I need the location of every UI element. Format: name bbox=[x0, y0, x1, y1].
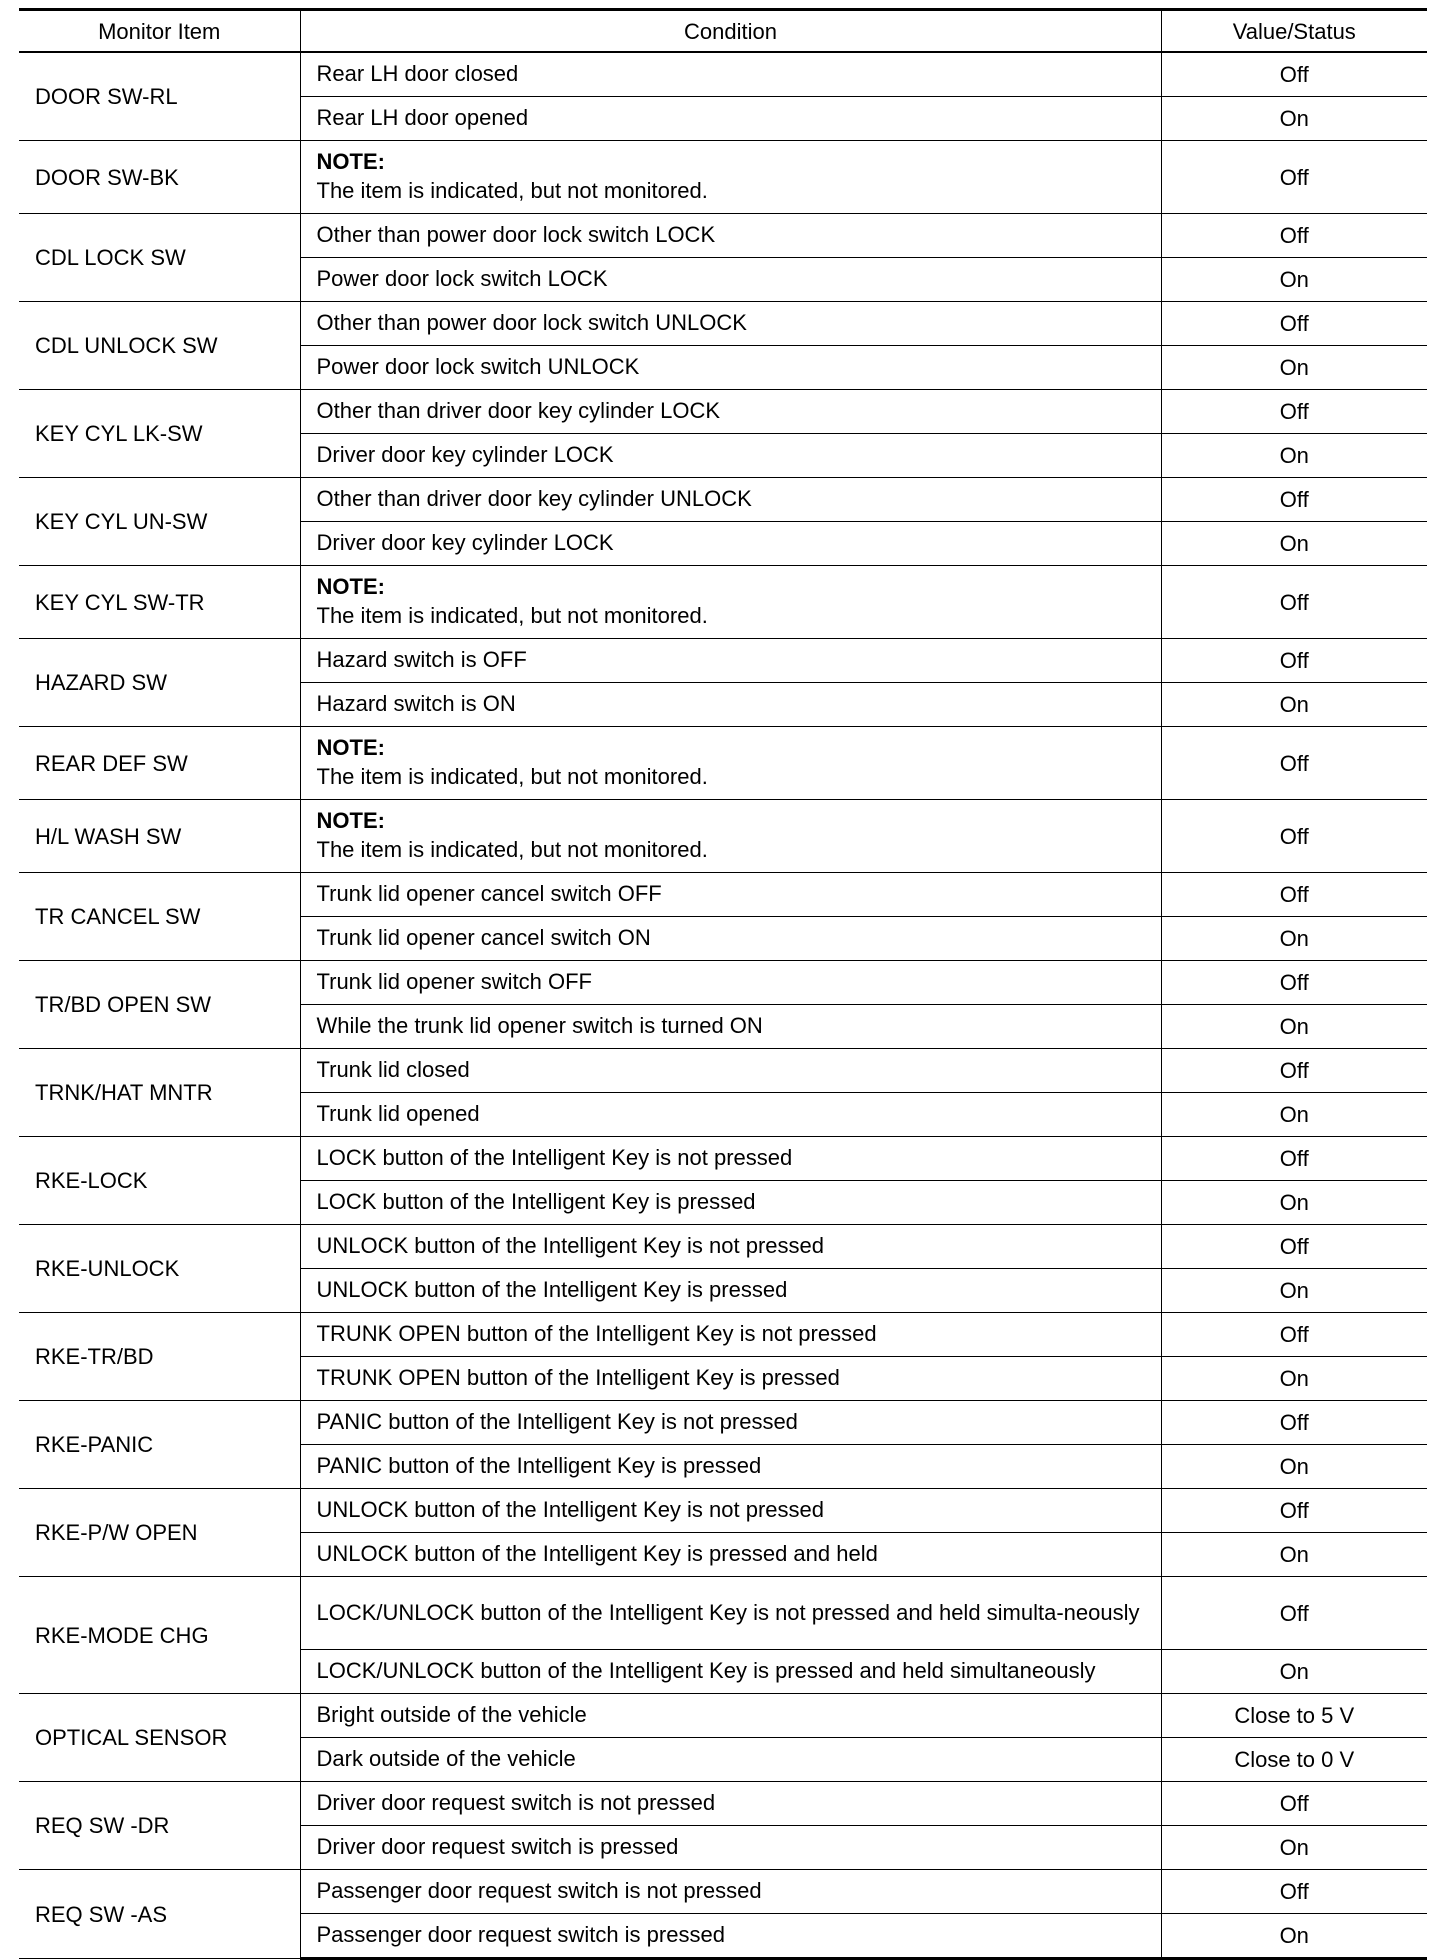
value-status-cell: Off bbox=[1161, 639, 1427, 683]
condition-cell: Power door lock switch LOCK bbox=[300, 258, 1161, 302]
value-status-cell: On bbox=[1161, 522, 1427, 566]
condition-cell bbox=[300, 800, 1161, 873]
condition-cell: Hazard switch is OFF bbox=[300, 639, 1161, 683]
table-row bbox=[19, 639, 1427, 683]
monitor-item-cell: RKE-LOCK bbox=[19, 1137, 300, 1225]
value-status-cell: On bbox=[1161, 1269, 1427, 1313]
value-status-cell: Off bbox=[1161, 566, 1427, 639]
condition-cell: UNLOCK button of the Intelligent Key is pressed and held bbox=[300, 1533, 1161, 1577]
value-status-cell: On bbox=[1161, 917, 1427, 961]
monitor-item-table bbox=[19, 8, 1427, 1960]
monitor-item-cell: REQ SW -DR bbox=[19, 1782, 300, 1870]
table-row bbox=[19, 1782, 1427, 1826]
condition-cell: Other than power door lock switch UNLOCK bbox=[300, 302, 1161, 346]
condition-cell: TRUNK OPEN button of the Intelligent Key is pressed bbox=[300, 1357, 1161, 1401]
table-row bbox=[19, 141, 1427, 214]
condition-cell: Rear LH door closed bbox=[300, 52, 1161, 97]
condition-cell: PANIC button of the Intelligent Key is not pressed bbox=[300, 1401, 1161, 1445]
condition-cell: Trunk lid opener cancel switch OFF bbox=[300, 873, 1161, 917]
value-status-cell: Off bbox=[1161, 52, 1427, 97]
header-row bbox=[19, 10, 1427, 53]
table-row bbox=[19, 961, 1427, 1005]
value-status-cell: Off bbox=[1161, 1782, 1427, 1826]
note-text: The item is indicated, but not monitored. bbox=[316, 603, 708, 628]
value-status-cell: Off bbox=[1161, 302, 1427, 346]
table-row bbox=[19, 1313, 1427, 1357]
note-label: NOTE: bbox=[316, 808, 385, 833]
value-status-cell: On bbox=[1161, 1181, 1427, 1225]
value-status-cell: Off bbox=[1161, 727, 1427, 800]
condition-cell: UNLOCK button of the Intelligent Key is not pressed bbox=[300, 1489, 1161, 1533]
table-row bbox=[19, 1577, 1427, 1650]
table-row bbox=[19, 390, 1427, 434]
condition-cell bbox=[300, 566, 1161, 639]
value-status-cell: Off bbox=[1161, 1401, 1427, 1445]
condition-cell: TRUNK OPEN button of the Intelligent Key is not pressed bbox=[300, 1313, 1161, 1357]
condition-cell: Dark outside of the vehicle bbox=[300, 1738, 1161, 1782]
monitor-item-cell: RKE-UNLOCK bbox=[19, 1225, 300, 1313]
value-status-cell: Off bbox=[1161, 961, 1427, 1005]
monitor-item-cell: H/L WASH SW bbox=[19, 800, 300, 873]
note-text: The item is indicated, but not monitored. bbox=[316, 178, 708, 203]
condition-cell: Rear LH door opened bbox=[300, 97, 1161, 141]
condition-cell: Hazard switch is ON bbox=[300, 683, 1161, 727]
monitor-item-cell: TRNK/HAT MNTR bbox=[19, 1049, 300, 1137]
condition-cell: Trunk lid opened bbox=[300, 1093, 1161, 1137]
condition-cell: PANIC button of the Intelligent Key is pressed bbox=[300, 1445, 1161, 1489]
monitor-item-cell: HAZARD SW bbox=[19, 639, 300, 727]
condition-cell: Driver door key cylinder LOCK bbox=[300, 522, 1161, 566]
value-status-cell: On bbox=[1161, 1650, 1427, 1694]
table-body bbox=[19, 52, 1427, 1959]
value-status-cell: On bbox=[1161, 1533, 1427, 1577]
condition-cell: Other than power door lock switch LOCK bbox=[300, 214, 1161, 258]
value-status-cell: Off bbox=[1161, 478, 1427, 522]
table-row bbox=[19, 727, 1427, 800]
table-row bbox=[19, 1694, 1427, 1738]
value-status-cell: On bbox=[1161, 1005, 1427, 1049]
condition-cell: Other than driver door key cylinder LOCK bbox=[300, 390, 1161, 434]
value-status-cell: On bbox=[1161, 1093, 1427, 1137]
value-status-cell: Close to 0 V bbox=[1161, 1738, 1427, 1782]
monitor-item-cell: KEY CYL LK-SW bbox=[19, 390, 300, 478]
monitor-item-cell: CDL LOCK SW bbox=[19, 214, 300, 302]
value-status-cell: Off bbox=[1161, 390, 1427, 434]
value-status-cell: Off bbox=[1161, 1577, 1427, 1650]
note-label: NOTE: bbox=[316, 735, 385, 760]
value-status-cell: On bbox=[1161, 1445, 1427, 1489]
table-row bbox=[19, 52, 1427, 97]
value-status-cell: On bbox=[1161, 346, 1427, 390]
condition-cell: Bright outside of the vehicle bbox=[300, 1694, 1161, 1738]
value-status-cell: Off bbox=[1161, 1137, 1427, 1181]
monitor-item-cell: TR/BD OPEN SW bbox=[19, 961, 300, 1049]
monitor-item-cell: REAR DEF SW bbox=[19, 727, 300, 800]
condition-cell bbox=[300, 141, 1161, 214]
table-row bbox=[19, 478, 1427, 522]
monitor-item-cell: RKE-MODE CHG bbox=[19, 1577, 300, 1694]
condition-cell: Power door lock switch UNLOCK bbox=[300, 346, 1161, 390]
monitor-item-cell: RKE-PANIC bbox=[19, 1401, 300, 1489]
condition-cell: Driver door request switch is pressed bbox=[300, 1826, 1161, 1870]
condition-cell: Other than driver door key cylinder UNLOCK bbox=[300, 478, 1161, 522]
condition-cell: Trunk lid opener switch OFF bbox=[300, 961, 1161, 1005]
condition-cell: LOCK button of the Intelligent Key is not pressed bbox=[300, 1137, 1161, 1181]
monitor-table-container bbox=[19, 8, 1427, 1960]
table-row bbox=[19, 1870, 1427, 1914]
monitor-item-cell: DOOR SW-RL bbox=[19, 52, 300, 141]
condition-cell: LOCK/UNLOCK button of the Intelligent Key is not pressed and held simulta-neously bbox=[300, 1577, 1161, 1650]
value-status-cell: On bbox=[1161, 434, 1427, 478]
table-row bbox=[19, 566, 1427, 639]
note-label: NOTE: bbox=[316, 149, 385, 174]
value-status-cell: On bbox=[1161, 683, 1427, 727]
note-label: NOTE: bbox=[316, 574, 385, 599]
table-header bbox=[19, 10, 1427, 53]
value-status-cell: Off bbox=[1161, 1225, 1427, 1269]
monitor-item-cell: DOOR SW-BK bbox=[19, 141, 300, 214]
table-row bbox=[19, 214, 1427, 258]
monitor-item-cell: TR CANCEL SW bbox=[19, 873, 300, 961]
table-row bbox=[19, 800, 1427, 873]
header-value-status: Value/Status bbox=[1161, 10, 1427, 53]
table-row bbox=[19, 1049, 1427, 1093]
condition-cell: Trunk lid opener cancel switch ON bbox=[300, 917, 1161, 961]
condition-cell bbox=[300, 727, 1161, 800]
value-status-cell: Off bbox=[1161, 1870, 1427, 1914]
value-status-cell: Off bbox=[1161, 1489, 1427, 1533]
value-status-cell: Off bbox=[1161, 873, 1427, 917]
value-status-cell: On bbox=[1161, 97, 1427, 141]
monitor-item-cell: RKE-P/W OPEN bbox=[19, 1489, 300, 1577]
value-status-cell: On bbox=[1161, 1914, 1427, 1959]
table-row bbox=[19, 1225, 1427, 1269]
note-text: The item is indicated, but not monitored. bbox=[316, 837, 708, 862]
condition-cell: While the trunk lid opener switch is turned ON bbox=[300, 1005, 1161, 1049]
monitor-item-cell: RKE-TR/BD bbox=[19, 1313, 300, 1401]
value-status-cell: Close to 5 V bbox=[1161, 1694, 1427, 1738]
condition-cell: Driver door request switch is not pressed bbox=[300, 1782, 1161, 1826]
monitor-item-cell: REQ SW -AS bbox=[19, 1870, 300, 1959]
table-row bbox=[19, 1489, 1427, 1533]
condition-cell: Driver door key cylinder LOCK bbox=[300, 434, 1161, 478]
value-status-cell: Off bbox=[1161, 214, 1427, 258]
monitor-item-cell: OPTICAL SENSOR bbox=[19, 1694, 300, 1782]
header-condition: Condition bbox=[300, 10, 1161, 53]
value-status-cell: Off bbox=[1161, 141, 1427, 214]
condition-cell: Passenger door request switch is pressed bbox=[300, 1914, 1161, 1959]
table-row bbox=[19, 302, 1427, 346]
condition-cell: UNLOCK button of the Intelligent Key is pressed bbox=[300, 1269, 1161, 1313]
value-status-cell: Off bbox=[1161, 1049, 1427, 1093]
table-row bbox=[19, 1137, 1427, 1181]
value-status-cell: On bbox=[1161, 1357, 1427, 1401]
value-status-cell: On bbox=[1161, 258, 1427, 302]
table-row bbox=[19, 873, 1427, 917]
table-row bbox=[19, 1401, 1427, 1445]
monitor-item-cell: KEY CYL SW-TR bbox=[19, 566, 300, 639]
monitor-item-cell: KEY CYL UN-SW bbox=[19, 478, 300, 566]
header-monitor-item: Monitor Item bbox=[19, 10, 300, 53]
value-status-cell: On bbox=[1161, 1826, 1427, 1870]
condition-cell: Trunk lid closed bbox=[300, 1049, 1161, 1093]
condition-cell: LOCK button of the Intelligent Key is pressed bbox=[300, 1181, 1161, 1225]
value-status-cell: Off bbox=[1161, 800, 1427, 873]
condition-cell: Passenger door request switch is not pressed bbox=[300, 1870, 1161, 1914]
monitor-item-cell: CDL UNLOCK SW bbox=[19, 302, 300, 390]
condition-cell: UNLOCK button of the Intelligent Key is not pressed bbox=[300, 1225, 1161, 1269]
value-status-cell: Off bbox=[1161, 1313, 1427, 1357]
note-text: The item is indicated, but not monitored. bbox=[316, 764, 708, 789]
condition-cell: LOCK/UNLOCK button of the Intelligent Key is pressed and held simultaneously bbox=[300, 1650, 1161, 1694]
